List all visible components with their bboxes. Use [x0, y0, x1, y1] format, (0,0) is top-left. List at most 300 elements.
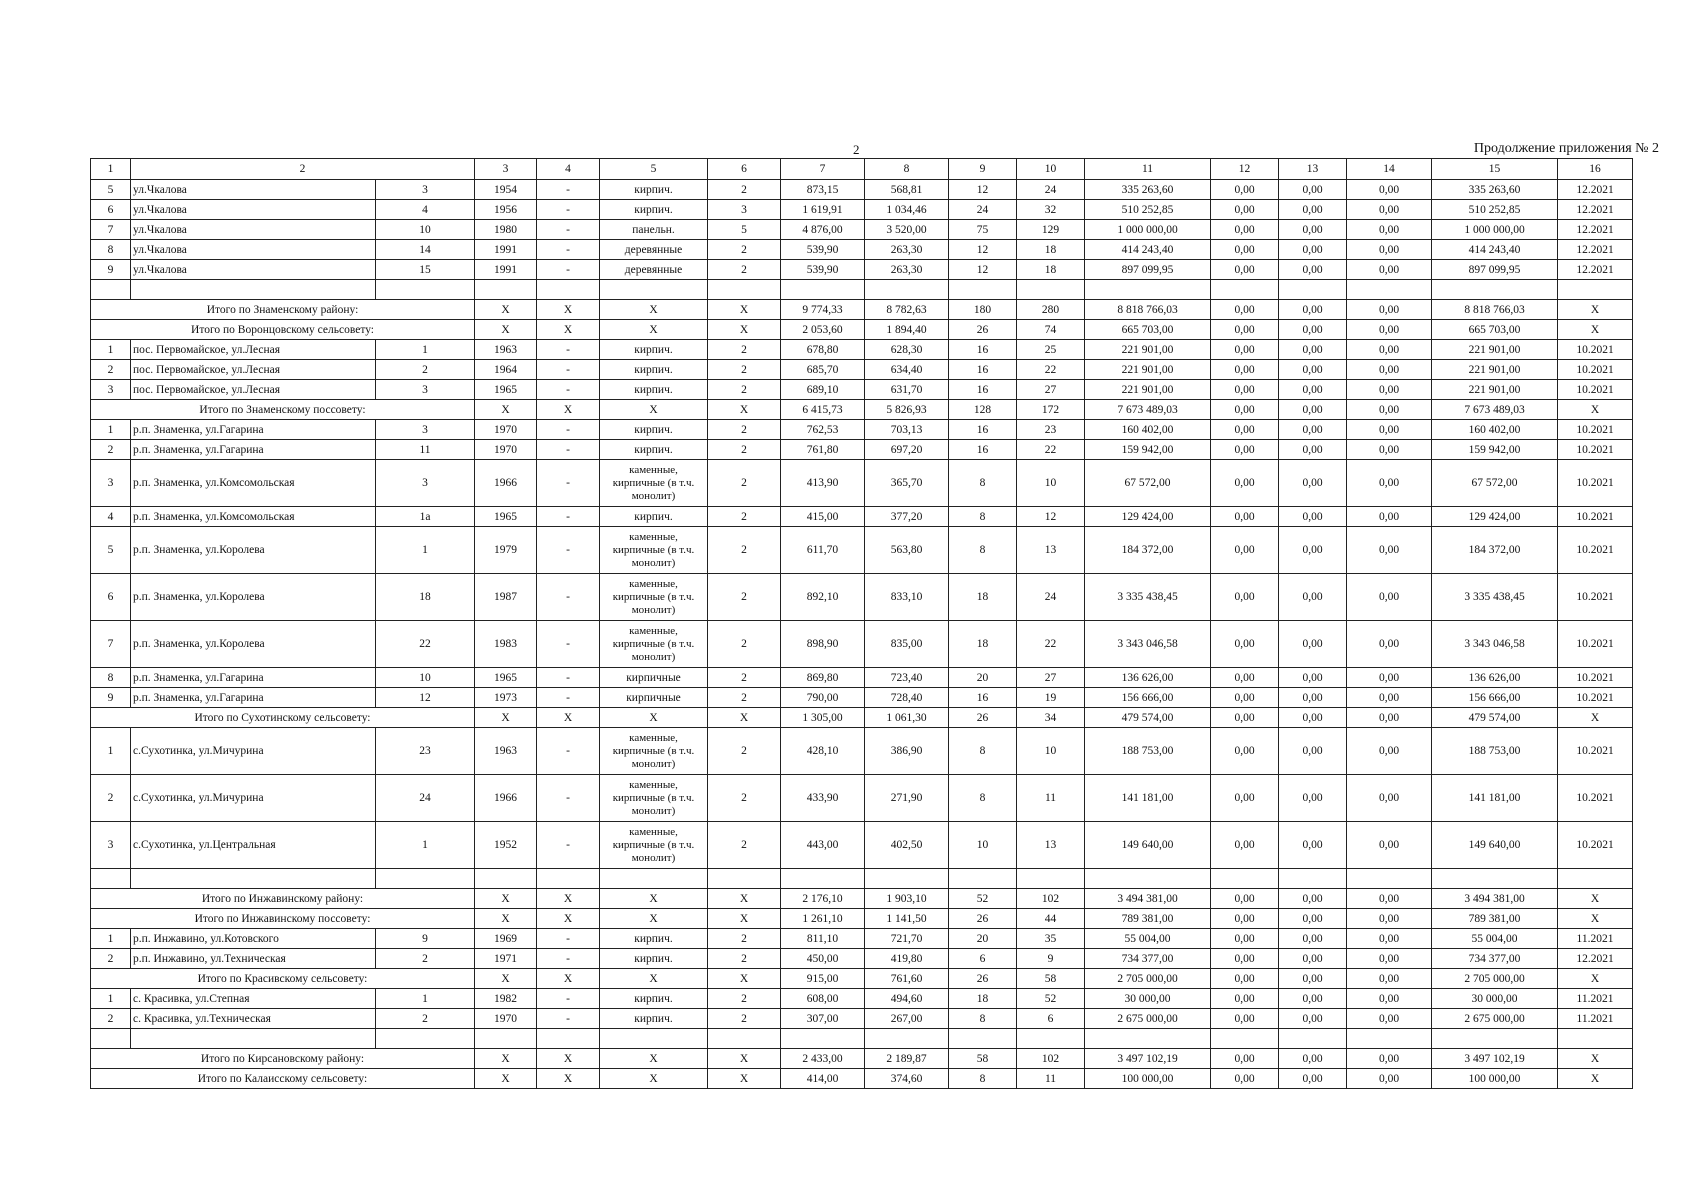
table-cell: 2	[376, 360, 475, 380]
table-cell: X	[475, 1069, 537, 1089]
spacer-row	[91, 1029, 1633, 1049]
empty-cell	[600, 1029, 708, 1049]
table-cell: 1	[91, 989, 131, 1009]
table-cell: 0,00	[1211, 440, 1279, 460]
table-cell: 44	[1017, 909, 1085, 929]
table-cell: 789 381,00	[1085, 909, 1211, 929]
table-cell: 32	[1017, 200, 1085, 220]
table-cell: 0,00	[1279, 260, 1347, 280]
table-cell: 0,00	[1279, 909, 1347, 929]
table-cell: 11.2021	[1558, 929, 1633, 949]
table-row	[91, 507, 1633, 527]
table-cell: 3 494 381,00	[1432, 889, 1558, 909]
table-cell: 2	[91, 440, 131, 460]
table-cell: 10.2021	[1558, 340, 1633, 360]
table-cell: 27	[1017, 380, 1085, 400]
table-cell: 74	[1017, 320, 1085, 340]
table-cell: 0,00	[1279, 708, 1347, 728]
header-cell: 1	[91, 159, 131, 180]
table-cell: 9	[91, 688, 131, 708]
table-cell: 136 626,00	[1085, 668, 1211, 688]
table-cell: 761,80	[781, 440, 865, 460]
table-cell: -	[537, 728, 600, 775]
table-cell: 0,00	[1347, 360, 1432, 380]
table-cell: 128	[949, 400, 1017, 420]
table-cell: кирпич.	[600, 200, 708, 220]
table-cell: 3 497 102,19	[1432, 1049, 1558, 1069]
table-cell: 11	[1017, 775, 1085, 822]
header-cell: 10	[1017, 159, 1085, 180]
table-cell: 14	[376, 240, 475, 260]
table-cell: X	[600, 400, 708, 420]
table-cell: 11	[376, 440, 475, 460]
table-cell: X	[537, 969, 600, 989]
table-cell: 734 377,00	[1432, 949, 1558, 969]
table-cell: -	[537, 949, 600, 969]
table-cell: 1963	[475, 728, 537, 775]
table-cell: -	[537, 822, 600, 869]
table-cell: 180	[949, 300, 1017, 320]
table-cell: 30 000,00	[1085, 989, 1211, 1009]
table-cell: 0,00	[1347, 822, 1432, 869]
empty-cell	[1558, 1029, 1633, 1049]
table-cell: 9	[91, 260, 131, 280]
table-cell: 18	[949, 621, 1017, 668]
header-cell: 9	[949, 159, 1017, 180]
table-cell: 628,30	[865, 340, 949, 360]
table-cell: X	[475, 708, 537, 728]
table-cell: 3 343 046,58	[1432, 621, 1558, 668]
address-cell: с. Красивка, ул.Степная	[131, 989, 376, 1009]
empty-cell	[1558, 280, 1633, 300]
table-cell: 1954	[475, 180, 537, 200]
empty-cell	[376, 1029, 475, 1049]
table-cell: 136 626,00	[1432, 668, 1558, 688]
empty-cell	[376, 869, 475, 889]
table-cell: 10	[949, 822, 1017, 869]
table-cell: 2	[708, 507, 781, 527]
empty-cell	[1017, 869, 1085, 889]
table-cell: 10	[376, 668, 475, 688]
table-cell: 0,00	[1279, 949, 1347, 969]
table-cell: 13	[1017, 527, 1085, 574]
header-cell: 12	[1211, 159, 1279, 180]
address-cell: пос. Первомайское, ул.Лесная	[131, 340, 376, 360]
table-cell: 3	[91, 380, 131, 400]
table-row	[91, 180, 1633, 200]
table-cell: 55 004,00	[1085, 929, 1211, 949]
table-cell: X	[537, 909, 600, 929]
table-cell: 1969	[475, 929, 537, 949]
table-cell: 0,00	[1211, 989, 1279, 1009]
table-cell: 2	[708, 420, 781, 440]
table-cell: 0,00	[1279, 420, 1347, 440]
table-cell: 26	[949, 969, 1017, 989]
empty-cell	[865, 1029, 949, 1049]
table-cell: 2 675 000,00	[1085, 1009, 1211, 1029]
table-cell: 414 243,40	[1432, 240, 1558, 260]
table-cell: 2	[91, 1009, 131, 1029]
table-cell: 100 000,00	[1085, 1069, 1211, 1089]
table-cell: X	[600, 1069, 708, 1089]
table-cell: 631,70	[865, 380, 949, 400]
header-cell: 3	[475, 159, 537, 180]
table-row	[91, 440, 1633, 460]
table-cell: 267,00	[865, 1009, 949, 1029]
table-cell: 0,00	[1279, 507, 1347, 527]
header-cell: 6	[708, 159, 781, 180]
table-cell: 149 640,00	[1085, 822, 1211, 869]
table-cell: 0,00	[1347, 775, 1432, 822]
table-cell: 159 942,00	[1432, 440, 1558, 460]
table-cell: 0,00	[1211, 220, 1279, 240]
table-cell: 2	[708, 240, 781, 260]
table-cell: 0,00	[1211, 574, 1279, 621]
table-cell: 0,00	[1347, 929, 1432, 949]
table-cell: 1 619,91	[781, 200, 865, 220]
table-cell: 160 402,00	[1432, 420, 1558, 440]
table-cell: 156 666,00	[1085, 688, 1211, 708]
table-row	[91, 460, 1633, 507]
table-cell: X	[708, 1069, 781, 1089]
table-cell: 1979	[475, 527, 537, 574]
appendix-caption: Продолжение приложения № 2	[1473, 141, 1659, 156]
table-cell: 10.2021	[1558, 527, 1633, 574]
empty-cell	[1347, 280, 1432, 300]
table-cell: 510 252,85	[1432, 200, 1558, 220]
table-cell: 1 000 000,00	[1432, 220, 1558, 240]
table-cell: 415,00	[781, 507, 865, 527]
table-cell: 10	[376, 220, 475, 240]
table-cell: 8	[91, 240, 131, 260]
table-cell: 0,00	[1347, 1009, 1432, 1029]
empty-cell	[949, 280, 1017, 300]
header-cell: 15	[1432, 159, 1558, 180]
subtotal-row	[91, 320, 1633, 340]
table-cell: 734 377,00	[1085, 949, 1211, 969]
table-cell: X	[475, 909, 537, 929]
table-cell: -	[537, 621, 600, 668]
table-row	[91, 728, 1633, 775]
table-cell: 563,80	[865, 527, 949, 574]
table-cell: 188 753,00	[1085, 728, 1211, 775]
table-cell: 0,00	[1211, 728, 1279, 775]
table-cell: 16	[949, 380, 1017, 400]
empty-cell	[131, 280, 376, 300]
table-cell: 10	[1017, 460, 1085, 507]
table-cell: 915,00	[781, 969, 865, 989]
table-cell: -	[537, 260, 600, 280]
table-cell: 10	[1017, 728, 1085, 775]
table-cell: 1	[91, 420, 131, 440]
table-cell: 0,00	[1211, 260, 1279, 280]
table-cell: 697,20	[865, 440, 949, 460]
table-cell: 2	[708, 775, 781, 822]
table-cell: 8 782,63	[865, 300, 949, 320]
table-cell: 6	[1017, 1009, 1085, 1029]
table-cell: 335 263,60	[1432, 180, 1558, 200]
table-cell: кирпич.	[600, 420, 708, 440]
table-cell: 0,00	[1211, 400, 1279, 420]
table-cell: X	[600, 708, 708, 728]
table-cell: X	[708, 889, 781, 909]
table-cell: 6 415,73	[781, 400, 865, 420]
empty-cell	[537, 869, 600, 889]
table-cell: X	[475, 320, 537, 340]
table-row	[91, 240, 1633, 260]
table-cell: 8	[949, 1009, 1017, 1029]
table-cell: 0,00	[1279, 340, 1347, 360]
table-cell: 10.2021	[1558, 507, 1633, 527]
table-cell: 12.2021	[1558, 949, 1633, 969]
table-cell: 0,00	[1347, 260, 1432, 280]
header-cell: 14	[1347, 159, 1432, 180]
address-cell: с.Сухотинка, ул.Мичурина	[131, 728, 376, 775]
table-cell: 24	[1017, 574, 1085, 621]
table-cell: X	[1558, 400, 1633, 420]
table-cell: -	[537, 420, 600, 440]
empty-cell	[537, 1029, 600, 1049]
table-cell: 2	[708, 460, 781, 507]
table-cell: 7 673 489,03	[1432, 400, 1558, 420]
table-cell: 611,70	[781, 527, 865, 574]
table-cell: 4	[91, 507, 131, 527]
table-cell: 762,53	[781, 420, 865, 440]
table-cell: 2 705 000,00	[1432, 969, 1558, 989]
table-cell: X	[475, 300, 537, 320]
table-cell: -	[537, 220, 600, 240]
table-cell: 428,10	[781, 728, 865, 775]
table-cell: 1983	[475, 621, 537, 668]
address-cell: ул.Чкалова	[131, 220, 376, 240]
table-cell: 10.2021	[1558, 621, 1633, 668]
table-cell: 835,00	[865, 621, 949, 668]
table-cell: каменные, кирпичные (в т.ч. монолит)	[600, 527, 708, 574]
table-cell: 10.2021	[1558, 668, 1633, 688]
table-cell: 1 903,10	[865, 889, 949, 909]
address-cell: р.п. Знаменка, ул.Королева	[131, 574, 376, 621]
header-cell: 5	[600, 159, 708, 180]
table-cell: 5	[91, 180, 131, 200]
subtotal-label: Итого по Инжавинскому району:	[91, 889, 475, 909]
table-cell: 10.2021	[1558, 380, 1633, 400]
table-cell: 7 673 489,03	[1085, 400, 1211, 420]
table-cell: 414,00	[781, 1069, 865, 1089]
table-cell: 790,00	[781, 688, 865, 708]
table-cell: кирпич.	[600, 380, 708, 400]
table-cell: -	[537, 989, 600, 1009]
table-cell: X	[1558, 1049, 1633, 1069]
table-cell: 0,00	[1347, 949, 1432, 969]
table-cell: 2	[708, 260, 781, 280]
address-cell: р.п. Знаменка, ул.Гагарина	[131, 688, 376, 708]
table-cell: 15	[376, 260, 475, 280]
table-cell: 3	[91, 822, 131, 869]
table-cell: X	[1558, 300, 1633, 320]
empty-cell	[537, 280, 600, 300]
table-cell: X	[708, 320, 781, 340]
table-cell: 2	[91, 949, 131, 969]
table-cell: 2	[708, 574, 781, 621]
table-cell: 0,00	[1279, 1009, 1347, 1029]
table-cell: 2	[708, 668, 781, 688]
table-cell: 1	[376, 340, 475, 360]
table-cell: 568,81	[865, 180, 949, 200]
table-cell: 18	[1017, 240, 1085, 260]
table-row	[91, 220, 1633, 240]
table-cell: 0,00	[1347, 708, 1432, 728]
table-cell: 12	[1017, 507, 1085, 527]
header-cell: 8	[865, 159, 949, 180]
table-row	[91, 621, 1633, 668]
empty-cell	[708, 280, 781, 300]
table-cell: 0,00	[1347, 200, 1432, 220]
table-cell: 221 901,00	[1085, 380, 1211, 400]
table-cell: X	[537, 1069, 600, 1089]
empty-cell	[1279, 1029, 1347, 1049]
table-cell: 0,00	[1211, 380, 1279, 400]
empty-cell	[865, 280, 949, 300]
subtotal-row	[91, 1069, 1633, 1089]
table-cell: 0,00	[1347, 180, 1432, 200]
table-cell: 0,00	[1347, 240, 1432, 260]
empty-cell	[1279, 869, 1347, 889]
subtotal-label: Итого по Калаисскому сельсовету:	[91, 1069, 475, 1089]
table-cell: 1965	[475, 507, 537, 527]
table-cell: 156 666,00	[1432, 688, 1558, 708]
empty-cell	[600, 869, 708, 889]
table-cell: X	[600, 300, 708, 320]
table-cell: 0,00	[1211, 507, 1279, 527]
table-cell: 1973	[475, 688, 537, 708]
table-cell: кирпич.	[600, 929, 708, 949]
table-cell: 55 004,00	[1432, 929, 1558, 949]
table-cell: 1970	[475, 440, 537, 460]
table-cell: 1971	[475, 949, 537, 969]
table-cell: 22	[376, 621, 475, 668]
table-cell: 3 335 438,45	[1432, 574, 1558, 621]
table-cell: 1952	[475, 822, 537, 869]
table-cell: 129 424,00	[1085, 507, 1211, 527]
table-cell: 6	[949, 949, 1017, 969]
table-cell: -	[537, 240, 600, 260]
table-cell: 419,80	[865, 949, 949, 969]
table-cell: 1 894,40	[865, 320, 949, 340]
table-cell: 0,00	[1211, 360, 1279, 380]
table-cell: 24	[376, 775, 475, 822]
table-row	[91, 822, 1633, 869]
empty-cell	[1085, 1029, 1211, 1049]
table-cell: 433,90	[781, 775, 865, 822]
empty-cell	[781, 1029, 865, 1049]
empty-cell	[131, 869, 376, 889]
table-cell: 539,90	[781, 260, 865, 280]
table-cell: 2	[708, 180, 781, 200]
table-cell: 539,90	[781, 240, 865, 260]
table-cell: 1	[91, 929, 131, 949]
table-cell: 0,00	[1279, 220, 1347, 240]
table-cell: 0,00	[1211, 200, 1279, 220]
table-cell: 221 901,00	[1085, 340, 1211, 360]
table-cell: 75	[949, 220, 1017, 240]
table-cell: 897 099,95	[1085, 260, 1211, 280]
table-cell: 0,00	[1279, 889, 1347, 909]
table-cell: кирпичные	[600, 668, 708, 688]
table-cell: 16	[949, 340, 1017, 360]
table-cell: 0,00	[1347, 668, 1432, 688]
table-row	[91, 420, 1633, 440]
table-cell: 23	[1017, 420, 1085, 440]
table-cell: 188 753,00	[1432, 728, 1558, 775]
table-cell: 22	[1017, 621, 1085, 668]
table-cell: 2 433,00	[781, 1049, 865, 1069]
address-cell: с.Сухотинка, ул.Центральная	[131, 822, 376, 869]
table-cell: 18	[949, 989, 1017, 1009]
table-cell: 3	[376, 180, 475, 200]
empty-cell	[949, 869, 1017, 889]
empty-cell	[1279, 280, 1347, 300]
empty-cell	[91, 869, 131, 889]
table-cell: 723,40	[865, 668, 949, 688]
table-cell: 2 189,87	[865, 1049, 949, 1069]
table-cell: 0,00	[1279, 929, 1347, 949]
table-cell: 0,00	[1347, 400, 1432, 420]
table-cell: 873,15	[781, 180, 865, 200]
table-cell: 159 942,00	[1085, 440, 1211, 460]
table-cell: 10.2021	[1558, 574, 1633, 621]
table-cell: 2	[708, 621, 781, 668]
table-cell: 0,00	[1279, 668, 1347, 688]
table-cell: 2	[708, 728, 781, 775]
table-cell: X	[537, 889, 600, 909]
empty-cell	[376, 280, 475, 300]
table-cell: 6	[91, 574, 131, 621]
table-cell: X	[537, 320, 600, 340]
table-cell: кирпич.	[600, 1009, 708, 1029]
table-cell: 26	[949, 708, 1017, 728]
table-cell: 12.2021	[1558, 200, 1633, 220]
table-cell: 102	[1017, 889, 1085, 909]
table-cell: 0,00	[1211, 889, 1279, 909]
table-cell: кирпич.	[600, 507, 708, 527]
table-cell: 4 876,00	[781, 220, 865, 240]
table-cell: -	[537, 507, 600, 527]
table-cell: 335 263,60	[1085, 180, 1211, 200]
table-cell: 0,00	[1279, 688, 1347, 708]
table-cell: 0,00	[1347, 1069, 1432, 1089]
table-cell: 0,00	[1279, 574, 1347, 621]
table-cell: 8	[949, 460, 1017, 507]
table-cell: X	[600, 1049, 708, 1069]
table-cell: -	[537, 180, 600, 200]
subtotal-label: Итого по Знаменскому району:	[91, 300, 475, 320]
table-cell: 18	[949, 574, 1017, 621]
table-cell: 0,00	[1279, 200, 1347, 220]
table-cell: 0,00	[1211, 527, 1279, 574]
table-cell: 18	[376, 574, 475, 621]
table-cell: 2	[91, 775, 131, 822]
table-cell: -	[537, 929, 600, 949]
table-cell: 510 252,85	[1085, 200, 1211, 220]
spacer-row	[91, 280, 1633, 300]
table-cell: кирпич.	[600, 360, 708, 380]
table-cell: 0,00	[1347, 380, 1432, 400]
header-cell: 7	[781, 159, 865, 180]
address-cell: р.п. Инжавино, ул.Техническая	[131, 949, 376, 969]
table-cell: 26	[949, 909, 1017, 929]
table-cell: 12	[376, 688, 475, 708]
table-cell: 0,00	[1279, 1049, 1347, 1069]
